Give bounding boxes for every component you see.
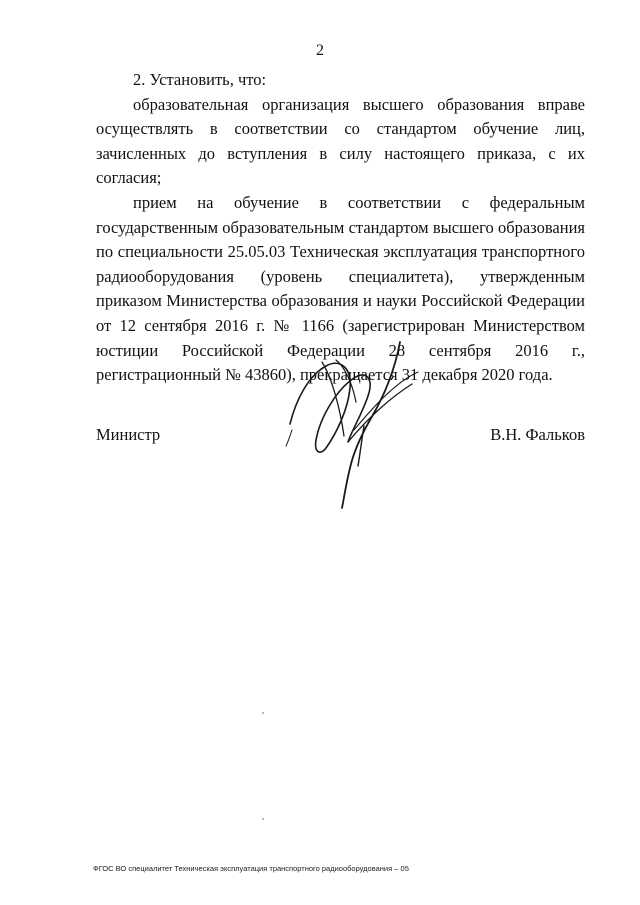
document-footer: ФГОС ВО специалитет Техническая эксплуатация транспортного радиооборудования – 05 [93, 864, 409, 873]
signatory-name: В.Н. Фальков [490, 425, 585, 444]
scan-speck [262, 712, 264, 714]
clause-heading: 2. Установить, что: [133, 70, 267, 89]
signatory-position: Министр [96, 425, 161, 444]
clause-paragraph-2: прием на обучение в соответствии с федеральным государственным образовательным стандартом высшего образования по специальности 25.05.03 Техническая эксплуатация транспортного радиооборудования (уровень специалитета), утвержденным приказом Министерства образования и науки Российской Федерации от 12 сентября 2016 г. № 1166 (зарегистрирован Министерством юстиции Российской Федерации 28 сентября 2016 г., регистрационный № 43860), прекращается 31 декабря 2020 года. [96, 192, 585, 385]
handwritten-signature [278, 338, 428, 518]
scan-speck [262, 818, 264, 820]
clause-paragraph-1: образовательная организация высшего образования вправе осуществлять в соответствии со стандартом обучение лиц, зачисленных до вступления в силу настоящего приказа, с их согласия; [96, 94, 585, 188]
page-number: 2 [316, 42, 324, 59]
